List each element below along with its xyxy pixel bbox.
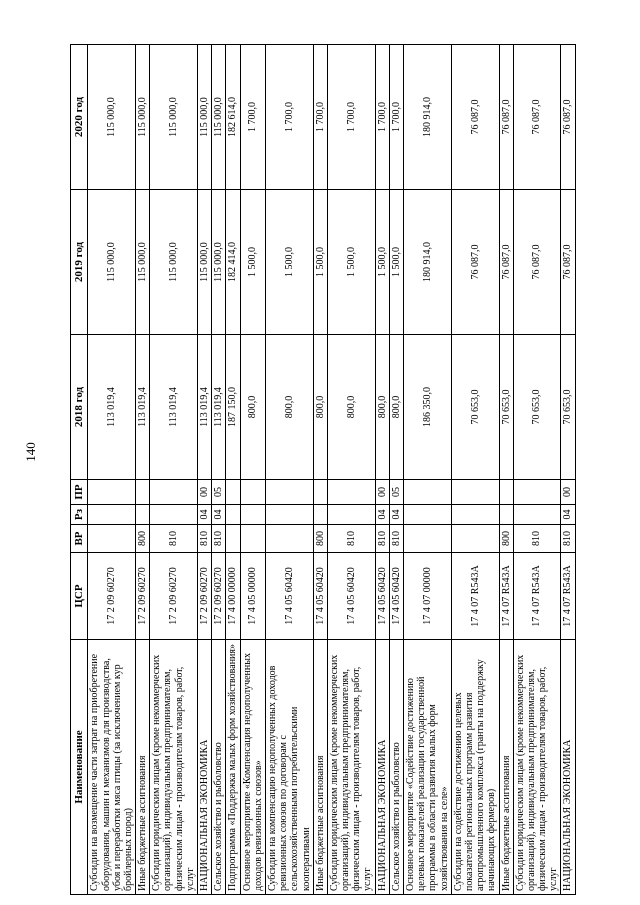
cell-rz — [150, 505, 198, 525]
table-row — [404, 45, 452, 895]
cell-csr: 17 4 05 60420 — [375, 553, 389, 640]
cell-csr: 17 4 05 60420 — [265, 553, 313, 640]
cell-2020: 76 087,0 — [513, 45, 561, 190]
cell-vr: 810 — [327, 525, 375, 553]
cell-rz — [313, 505, 327, 525]
cell-name: Субсидии юридическим лицам (кроме некоммерческих организаций), индивидуальным предпринимателям, физическим лицам - производителям товаров, работ, услуг — [513, 640, 561, 895]
page-number: 140 — [23, 442, 38, 462]
cell-2020: 1 700,0 — [389, 45, 403, 190]
header-name: Наименование — [71, 640, 88, 895]
cell-rz — [265, 505, 313, 525]
cell-2019: 76 087,0 — [561, 190, 575, 335]
cell-rz — [513, 505, 561, 525]
cell-name: Иные бюджетные ассигнования — [499, 640, 513, 895]
cell-name: Подпрограмма «Поддержка малых форм хозяйствования» — [226, 640, 240, 895]
cell-2018: 70 653,0 — [513, 335, 561, 480]
cell-csr: 17 4 07 00000 — [404, 553, 452, 640]
cell-2020: 76 087,0 — [499, 45, 513, 190]
cell-2020: 1 700,0 — [313, 45, 327, 190]
cell-csr: 17 4 00 00000 — [226, 553, 240, 640]
cell-2020: 115 000,0 — [212, 45, 226, 190]
cell-2018: 800,0 — [313, 335, 327, 480]
cell-csr: 17 4 07 R543A — [561, 553, 575, 640]
table-row — [136, 45, 150, 895]
cell-rz — [451, 505, 499, 525]
cell-csr: 17 2 09 60270 — [212, 553, 226, 640]
table-row — [240, 45, 265, 895]
cell-2018: 187 150,0 — [226, 335, 240, 480]
cell-rz: 04 — [561, 505, 575, 525]
cell-vr — [240, 525, 265, 553]
cell-vr: 810 — [212, 525, 226, 553]
cell-vr — [88, 525, 136, 553]
cell-name: Основное мероприятие «Компенсация недополученных доходов ревизионных союзов» — [240, 640, 265, 895]
cell-name: НАЦИОНАЛЬНАЯ ЭКОНОМИКА — [375, 640, 389, 895]
cell-2018: 113 019,4 — [212, 335, 226, 480]
cell-name: Основное мероприятие «Содействие достижению целевых показателей реализации государственной программы в области развития малых форм хозяйствования на селе» — [404, 640, 452, 895]
table-row — [150, 45, 198, 895]
cell-vr — [451, 525, 499, 553]
header-vr: ВР — [71, 525, 88, 553]
cell-2020: 115 000,0 — [136, 45, 150, 190]
cell-pr — [327, 480, 375, 505]
cell-vr: 810 — [198, 525, 212, 553]
header-2020: 2020 год — [71, 45, 88, 190]
cell-csr: 17 2 09 60270 — [198, 553, 212, 640]
cell-csr: 17 2 09 60270 — [88, 553, 136, 640]
cell-vr — [404, 525, 452, 553]
cell-csr: 17 4 07 R543A — [513, 553, 561, 640]
cell-pr — [404, 480, 452, 505]
cell-2019: 1 500,0 — [327, 190, 375, 335]
cell-vr: 800 — [313, 525, 327, 553]
cell-2019: 1 500,0 — [389, 190, 403, 335]
cell-2018: 113 019,4 — [198, 335, 212, 480]
cell-2019: 115 000,0 — [198, 190, 212, 335]
cell-vr: 810 — [513, 525, 561, 553]
cell-pr: 00 — [375, 480, 389, 505]
header-2019: 2019 год — [71, 190, 88, 335]
cell-2018: 186 350,0 — [404, 335, 452, 480]
cell-vr — [226, 525, 240, 553]
cell-pr: 00 — [198, 480, 212, 505]
cell-rz — [499, 505, 513, 525]
cell-2019: 1 500,0 — [265, 190, 313, 335]
cell-pr — [88, 480, 136, 505]
cell-vr — [265, 525, 313, 553]
cell-vr: 800 — [499, 525, 513, 553]
cell-2020: 180 914,0 — [404, 45, 452, 190]
cell-2019: 180 914,0 — [404, 190, 452, 335]
table-row — [226, 45, 240, 895]
cell-name: НАЦИОНАЛЬНАЯ ЭКОНОМИКА — [198, 640, 212, 895]
cell-pr — [499, 480, 513, 505]
cell-vr: 810 — [150, 525, 198, 553]
cell-rz: 04 — [389, 505, 403, 525]
cell-2018: 113 019,4 — [88, 335, 136, 480]
cell-rz — [240, 505, 265, 525]
header-pr: ПР — [71, 480, 88, 505]
cell-rz — [226, 505, 240, 525]
cell-2019: 115 000,0 — [150, 190, 198, 335]
cell-rz: 04 — [375, 505, 389, 525]
cell-2020: 115 000,0 — [198, 45, 212, 190]
table-row — [499, 45, 513, 895]
cell-name: Субсидии юридическим лицам (кроме некоммерческих организаций), индивидуальным предпринимателям, физическим лицам - производителям товаров, работ, услуг — [327, 640, 375, 895]
table-row — [198, 45, 212, 895]
cell-2019: 115 000,0 — [88, 190, 136, 335]
cell-pr — [513, 480, 561, 505]
cell-2018: 800,0 — [327, 335, 375, 480]
cell-2018: 113 019,4 — [150, 335, 198, 480]
cell-2018: 70 653,0 — [499, 335, 513, 480]
cell-2020: 76 087,0 — [451, 45, 499, 190]
cell-2018: 800,0 — [389, 335, 403, 480]
cell-name: Сельское хозяйство и рыболовство — [389, 640, 403, 895]
table-row — [375, 45, 389, 895]
cell-pr — [313, 480, 327, 505]
cell-vr: 800 — [136, 525, 150, 553]
cell-csr: 17 4 05 00000 — [240, 553, 265, 640]
cell-2020: 1 700,0 — [375, 45, 389, 190]
table-row — [313, 45, 327, 895]
cell-name: Субсидии на содействие достижению целевых показателей региональных программ развития агропромышленного комплекса (гранты на поддержку начинающих фермеров) — [451, 640, 499, 895]
cell-rz — [404, 505, 452, 525]
cell-2019: 76 087,0 — [513, 190, 561, 335]
cell-rz: 04 — [198, 505, 212, 525]
cell-2020: 182 614,0 — [226, 45, 240, 190]
cell-2018: 70 653,0 — [561, 335, 575, 480]
cell-2018: 113 019,4 — [136, 335, 150, 480]
cell-pr — [240, 480, 265, 505]
cell-name: Субсидии юридическим лицам (кроме некоммерческих организаций), индивидуальным предпринимателям, физическим лицам - производителям товаров, работ, услуг — [150, 640, 198, 895]
cell-2019: 1 500,0 — [240, 190, 265, 335]
cell-2018: 70 653,0 — [451, 335, 499, 480]
table-row — [513, 45, 561, 895]
cell-pr: 00 — [561, 480, 575, 505]
table-row — [389, 45, 403, 895]
cell-2019: 76 087,0 — [451, 190, 499, 335]
cell-pr: 05 — [212, 480, 226, 505]
cell-csr: 17 4 07 R543A — [451, 553, 499, 640]
budget-table — [70, 44, 576, 895]
rotated-page-content — [70, 45, 590, 895]
cell-pr — [451, 480, 499, 505]
cell-2019: 115 000,0 — [212, 190, 226, 335]
table-row — [212, 45, 226, 895]
cell-2020: 115 000,0 — [150, 45, 198, 190]
cell-2020: 1 700,0 — [327, 45, 375, 190]
cell-2019: 76 087,0 — [499, 190, 513, 335]
header-rz: Рз — [71, 505, 88, 525]
cell-name: Иные бюджетные ассигнования — [136, 640, 150, 895]
cell-name: Иные бюджетные ассигнования — [313, 640, 327, 895]
cell-csr: 17 2 09 60270 — [136, 553, 150, 640]
table-header-row — [71, 45, 88, 895]
header-csr: ЦСР — [71, 553, 88, 640]
table-row — [451, 45, 499, 895]
cell-rz — [88, 505, 136, 525]
cell-pr: 05 — [389, 480, 403, 505]
cell-rz — [136, 505, 150, 525]
cell-2019: 1 500,0 — [313, 190, 327, 335]
cell-name: Субсидии на возмещение части затрат на приобретение оборудования, машин и механизмов для производства, убоя и переработки мяса птицы (за исключением кур бройлерных пород) — [88, 640, 136, 895]
cell-2018: 800,0 — [240, 335, 265, 480]
cell-name: Субсидии на компенсацию недополученных доходов ревизионных союзов по договорам с сельскохозяйственными потребительскими кооперативами — [265, 640, 313, 895]
cell-csr: 17 4 05 60420 — [389, 553, 403, 640]
cell-2019: 182 414,0 — [226, 190, 240, 335]
cell-csr: 17 4 05 60420 — [313, 553, 327, 640]
cell-name: Сельское хозяйство и рыболовство — [212, 640, 226, 895]
table-row — [327, 45, 375, 895]
cell-vr: 810 — [561, 525, 575, 553]
cell-2019: 115 000,0 — [136, 190, 150, 335]
header-2018: 2018 год — [71, 335, 88, 480]
cell-2020: 115 000,0 — [88, 45, 136, 190]
cell-pr — [136, 480, 150, 505]
table-row — [88, 45, 136, 895]
table-row — [561, 45, 575, 895]
cell-2019: 1 500,0 — [375, 190, 389, 335]
cell-2020: 1 700,0 — [240, 45, 265, 190]
cell-2018: 800,0 — [375, 335, 389, 480]
table-row — [265, 45, 313, 895]
cell-csr: 17 4 05 60420 — [327, 553, 375, 640]
cell-csr: 17 4 07 R543A — [499, 553, 513, 640]
cell-name: НАЦИОНАЛЬНАЯ ЭКОНОМИКА — [561, 640, 575, 895]
cell-rz — [327, 505, 375, 525]
cell-pr — [150, 480, 198, 505]
cell-vr: 810 — [389, 525, 403, 553]
cell-vr: 810 — [375, 525, 389, 553]
cell-2020: 76 087,0 — [561, 45, 575, 190]
cell-pr — [265, 480, 313, 505]
cell-pr — [226, 480, 240, 505]
cell-csr: 17 2 09 60270 — [150, 553, 198, 640]
table-body — [88, 45, 575, 895]
cell-2018: 800,0 — [265, 335, 313, 480]
cell-2020: 1 700,0 — [265, 45, 313, 190]
cell-rz: 04 — [212, 505, 226, 525]
